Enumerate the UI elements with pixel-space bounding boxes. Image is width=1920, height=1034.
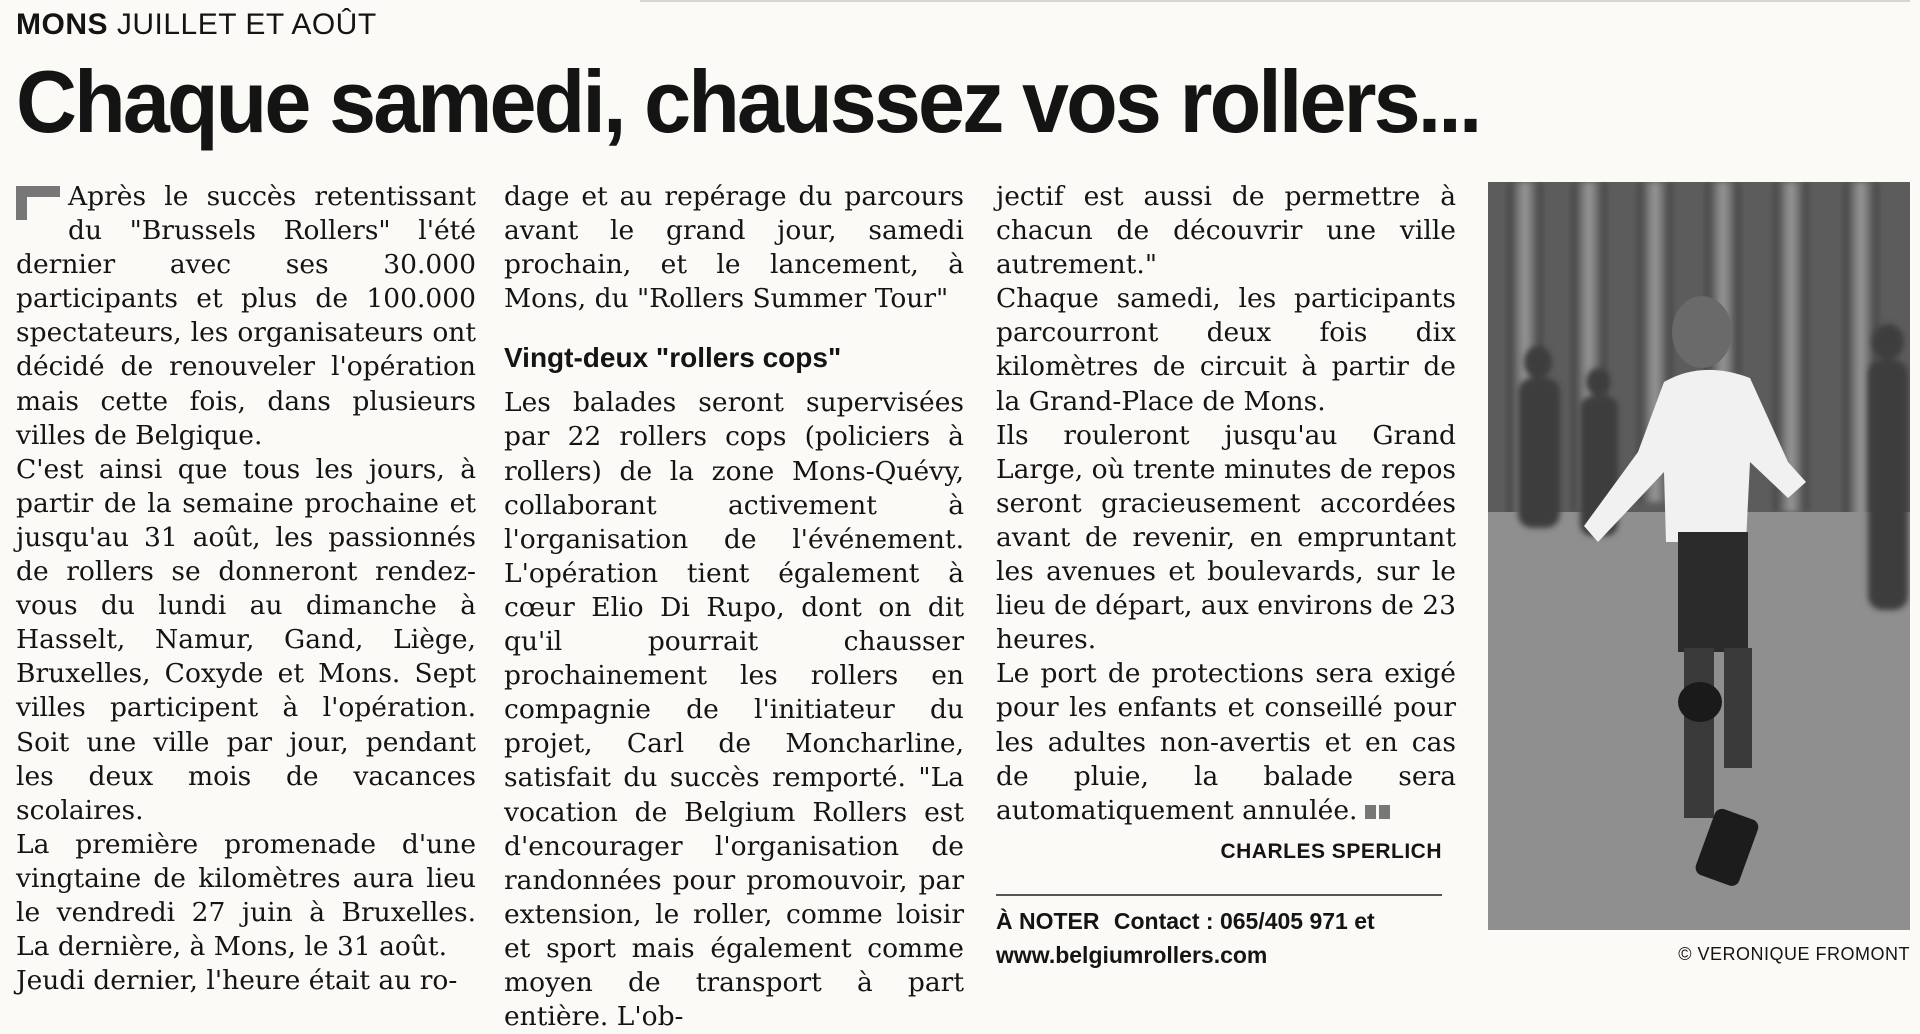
note-label: À NOTER	[996, 908, 1100, 934]
photo-credit: © VERONIQUE FROMONT	[1678, 944, 1910, 964]
article-subhead: Vingt-deux "rollers cops"	[504, 342, 842, 374]
note-divider	[996, 894, 1442, 896]
note-contact: Contact : 065/405 971 et	[1113, 908, 1375, 934]
kicker-place: MONS	[16, 8, 108, 41]
article-headline: Chaque samedi, chaussez vos rollers...	[16, 52, 1480, 151]
paragraph-mark-icon	[16, 186, 60, 220]
note-contact-line	[996, 904, 1456, 938]
section-kicker	[16, 8, 377, 42]
paragraph: Jeudi dernier, l'heure était au ro-	[16, 965, 458, 997]
article-column-1	[16, 180, 476, 998]
paragraph	[996, 657, 1456, 827]
paragraph: jectif est aussi de permettre à chacun de découvrir une ville autrement."	[996, 181, 1456, 281]
paragraph: La première promenade d'une vingtaine de kilomètres aura lieu le vendredi 27 juin à Bruxelles. La dernière, à Mons, le 31 août.	[16, 828, 476, 963]
note-website: www.belgiumrollers.com	[996, 942, 1268, 968]
paragraph: C'est ainsi que tous les jours, à partir de la semaine prochaine et jusqu'au 31 août, les passionnés de rollers se donneront rendez-vous du lundi au dimanche à Hasselt, Namur, Gand, Liège, Bruxelles, Coxyde et Mons. Sept villes participent à l'opération. Soit une ville par jour, pendant les deux mois de vacances scolaires.	[16, 453, 476, 826]
paragraph-text: Après le succès retentissant du "Brussels Rollers" l'été dernier avec ses 30.000 participants et plus de 100.000 spectateurs, les organisateurs ont décidé de renouveler l'opération mais cette fois, dans plusieurs villes de Belgique.	[16, 181, 476, 451]
paragraph: Ils rouleront jusqu'au Grand Large, où trente minutes de repos seront gracieusement accordées avant de revenir, en empruntant les avenues et boulevards, sur le lieu de départ, aux environs de 23 heures.	[996, 419, 1456, 656]
paragraph: Les balades seront supervisées par 22 rollers cops (policiers à rollers) de la zone Mons-Quévy, collaborant activement à l'organisation de l'événement. L'opération tient également à cœur Elio Di Rupo, dont on dit qu'il pourrait chausser prochainement les rollers en compagnie de l'initiateur du projet, Carl de Moncharline, satisfait du succès remporté. "La vocation de Belgium Rollers est d'encourager l'organisation de randonnées pour promouvoir, par extension, le roller, comme loisir et sport mais également comme moyen de transport à part entière. L'ob-	[504, 387, 964, 1033]
paragraph	[16, 180, 476, 453]
paragraph: Chaque samedi, les participants parcourront deux fois dix kilomètres de circuit à partir de la Grand-Place de Mons.	[996, 283, 1456, 417]
end-mark-icon	[1365, 805, 1391, 819]
author-byline: CHARLES SPERLICH	[1220, 840, 1442, 863]
article-column-3	[996, 180, 1456, 828]
kicker-period: JUILLET ET AOÛT	[116, 8, 377, 41]
info-note	[996, 904, 1456, 972]
photo-illustration	[1488, 182, 1910, 930]
roller-skater-photo	[1488, 182, 1910, 930]
paragraph-text: Le port de protections sera exigé pour les enfants et conseillé pour les adultes non-avertis et en cas de pluie, la balade sera automatiquement annulée.	[996, 658, 1456, 826]
paragraph: dage et au repérage du parcours avant le grand jour, samedi prochain, et le lancement, à Mons, du "Rollers Summer Tour"	[504, 181, 964, 315]
article-column-2	[504, 180, 964, 1034]
top-rule	[640, 0, 1910, 2]
